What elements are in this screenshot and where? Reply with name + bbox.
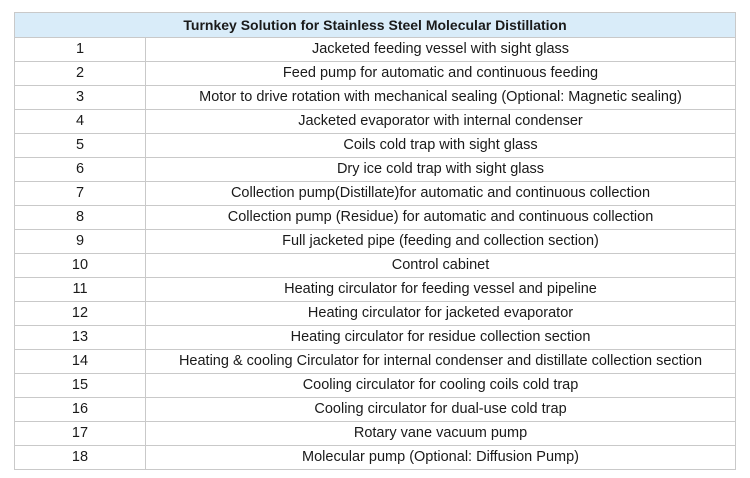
row-description: Collection pump(Distillate)for automatic and continuous collection	[146, 182, 736, 206]
row-number: 11	[15, 278, 146, 302]
table-row	[15, 38, 736, 62]
row-number: 14	[15, 350, 146, 374]
row-description: Collection pump (Residue) for automatic and continuous collection	[146, 206, 736, 230]
row-number: 12	[15, 302, 146, 326]
row-number: 4	[15, 110, 146, 134]
table-row	[15, 374, 736, 398]
table-row	[15, 134, 736, 158]
table-row	[15, 62, 736, 86]
row-description: Heating circulator for residue collection section	[146, 326, 736, 350]
table-row	[15, 86, 736, 110]
row-description: Motor to drive rotation with mechanical sealing (Optional: Magnetic sealing)	[146, 86, 736, 110]
table-row	[15, 446, 736, 470]
table-row	[15, 302, 736, 326]
row-description: Heating circulator for jacketed evaporator	[146, 302, 736, 326]
row-description: Dry ice cold trap with sight glass	[146, 158, 736, 182]
row-description: Heating circulator for feeding vessel and pipeline	[146, 278, 736, 302]
table-row	[15, 206, 736, 230]
row-number: 2	[15, 62, 146, 86]
component-table	[14, 12, 736, 470]
row-number: 7	[15, 182, 146, 206]
row-number: 15	[15, 374, 146, 398]
row-number: 1	[15, 38, 146, 62]
table-row	[15, 158, 736, 182]
table-row	[15, 350, 736, 374]
row-description: Molecular pump (Optional: Diffusion Pump)	[146, 446, 736, 470]
row-number: 16	[15, 398, 146, 422]
row-description: Heating & cooling Circulator for internal condenser and distillate collection section	[146, 350, 736, 374]
row-number: 5	[15, 134, 146, 158]
row-number: 6	[15, 158, 146, 182]
table-body	[15, 38, 736, 470]
table-row	[15, 230, 736, 254]
row-description: Rotary vane vacuum pump	[146, 422, 736, 446]
table-row	[15, 326, 736, 350]
table-title: Turnkey Solution for Stainless Steel Molecular Distillation	[15, 13, 736, 38]
table-row	[15, 278, 736, 302]
table-row	[15, 254, 736, 278]
row-description: Cooling circulator for dual-use cold trap	[146, 398, 736, 422]
table-row	[15, 422, 736, 446]
row-number: 8	[15, 206, 146, 230]
row-number: 9	[15, 230, 146, 254]
row-description: Jacketed evaporator with internal condenser	[146, 110, 736, 134]
table-row	[15, 398, 736, 422]
row-number: 3	[15, 86, 146, 110]
table-header-row	[15, 13, 736, 38]
row-description: Cooling circulator for cooling coils cold trap	[146, 374, 736, 398]
row-description: Control cabinet	[146, 254, 736, 278]
row-number: 17	[15, 422, 146, 446]
row-description: Feed pump for automatic and continuous feeding	[146, 62, 736, 86]
table-row	[15, 182, 736, 206]
row-number: 10	[15, 254, 146, 278]
table-row	[15, 110, 736, 134]
row-description: Jacketed feeding vessel with sight glass	[146, 38, 736, 62]
row-number: 18	[15, 446, 146, 470]
row-number: 13	[15, 326, 146, 350]
row-description: Coils cold trap with sight glass	[146, 134, 736, 158]
row-description: Full jacketed pipe (feeding and collection section)	[146, 230, 736, 254]
